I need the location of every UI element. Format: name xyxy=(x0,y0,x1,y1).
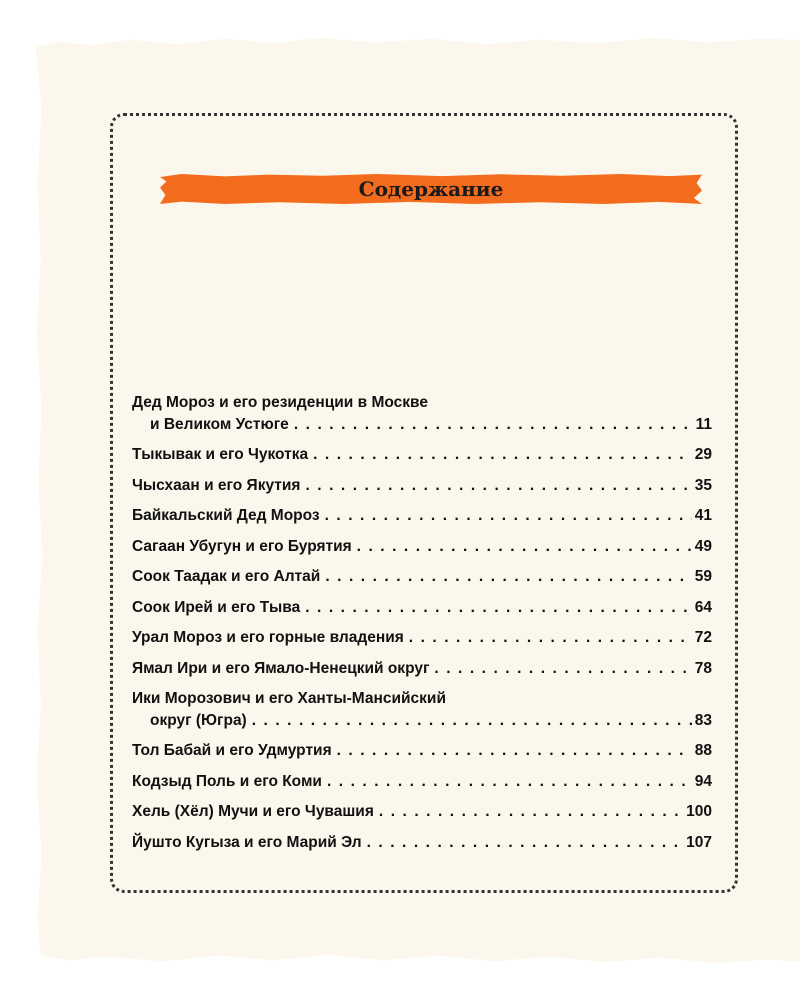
toc-entry[interactable] xyxy=(132,566,712,588)
toc-entry-title: Тол Бабай и его Удмуртия xyxy=(132,742,332,759)
toc-entry-title: Тыкывак и его Чукотка xyxy=(132,446,309,463)
toc-entry-line xyxy=(132,832,712,854)
toc-entry-title: Йушто Кугыза и его Марий Эл xyxy=(132,833,362,851)
toc-entry[interactable] xyxy=(132,740,712,762)
dot-leader xyxy=(379,801,683,823)
dot-leader xyxy=(337,740,692,762)
toc-entry-line xyxy=(132,505,712,527)
toc-entry[interactable] xyxy=(132,475,712,497)
dot-leader xyxy=(252,710,692,732)
dot-leader xyxy=(305,597,692,619)
dot-leader xyxy=(434,658,691,680)
toc-entry[interactable] xyxy=(132,392,712,435)
toc-entry-line xyxy=(132,658,712,680)
toc-entry-title: Хель (Хёл) Мучи и его Чувашия xyxy=(132,803,374,820)
toc-entry-line xyxy=(132,627,712,649)
toc-entry-title: Соок Ирей и его Тыва xyxy=(132,598,301,616)
page-title: Содержание xyxy=(358,177,504,201)
table-of-contents xyxy=(132,392,712,862)
toc-entry[interactable] xyxy=(132,536,712,558)
dot-leader xyxy=(325,505,692,527)
toc-entry[interactable] xyxy=(132,505,712,527)
toc-entry-line xyxy=(132,801,712,823)
toc-page-number: 59 xyxy=(694,568,712,585)
toc-entry-line xyxy=(132,771,712,793)
toc-page-number: 88 xyxy=(694,742,712,759)
dot-leader xyxy=(409,627,692,649)
toc-entry-title: Чысхаан и его Якутия xyxy=(132,476,301,494)
toc-entry-title: Соок Таадак и его Алтай xyxy=(132,568,321,585)
toc-entry[interactable] xyxy=(132,688,712,731)
toc-entry[interactable] xyxy=(132,771,712,793)
toc-entry-line xyxy=(132,740,712,762)
toc-page-number: 100 xyxy=(686,803,712,820)
toc-entry[interactable] xyxy=(132,597,712,619)
toc-entry-line xyxy=(132,414,712,436)
toc-page-number: 94 xyxy=(694,772,712,790)
toc-entry-title: Ямал Ири и его Ямало-Ненецкий округ xyxy=(132,659,430,677)
dot-leader xyxy=(313,444,692,466)
toc-entry[interactable] xyxy=(132,832,712,854)
toc-page-number: 49 xyxy=(694,537,712,555)
toc-entry-title: и Великом Устюге xyxy=(150,415,289,433)
dot-leader xyxy=(357,536,692,558)
toc-entry-line xyxy=(132,475,712,497)
toc-entry-line xyxy=(132,536,712,558)
dot-leader xyxy=(327,771,692,793)
dot-leader xyxy=(325,566,691,588)
toc-page-number: 11 xyxy=(695,415,712,433)
toc-entry-title: Сагаан Убугун и его Бурятия xyxy=(132,537,352,555)
toc-entry-line xyxy=(132,710,712,732)
toc-entry-line xyxy=(132,566,712,588)
dot-leader xyxy=(294,414,693,436)
dot-leader xyxy=(305,475,691,497)
toc-page-number: 29 xyxy=(694,446,712,463)
toc-entry[interactable] xyxy=(132,627,712,649)
dot-leader xyxy=(367,832,684,854)
toc-page-number: 107 xyxy=(686,833,712,851)
toc-page-number: 64 xyxy=(694,598,712,616)
toc-page-number: 83 xyxy=(694,711,712,729)
toc-entry[interactable] xyxy=(132,658,712,680)
toc-page-number: 41 xyxy=(694,507,712,524)
toc-page-number: 72 xyxy=(694,629,712,646)
toc-entry-line xyxy=(132,597,712,619)
toc-entry-title: Урал Мороз и его горные владения xyxy=(132,629,404,646)
toc-entry-title: Кодзыд Поль и его Коми xyxy=(132,772,322,790)
toc-entry-title: Дед Мороз и его резиденции в Москве xyxy=(132,394,428,411)
toc-entry-title: округ (Югра) xyxy=(150,711,247,729)
toc-entry-line xyxy=(132,444,712,466)
toc-entry[interactable] xyxy=(132,444,712,466)
toc-entry-title: Ики Морозович и его Ханты-Мансийский xyxy=(132,690,446,707)
toc-entry[interactable] xyxy=(132,801,712,823)
toc-entry-title: Байкальский Дед Мороз xyxy=(132,507,320,524)
toc-page-number: 78 xyxy=(694,659,712,677)
toc-page-number: 35 xyxy=(694,476,712,494)
